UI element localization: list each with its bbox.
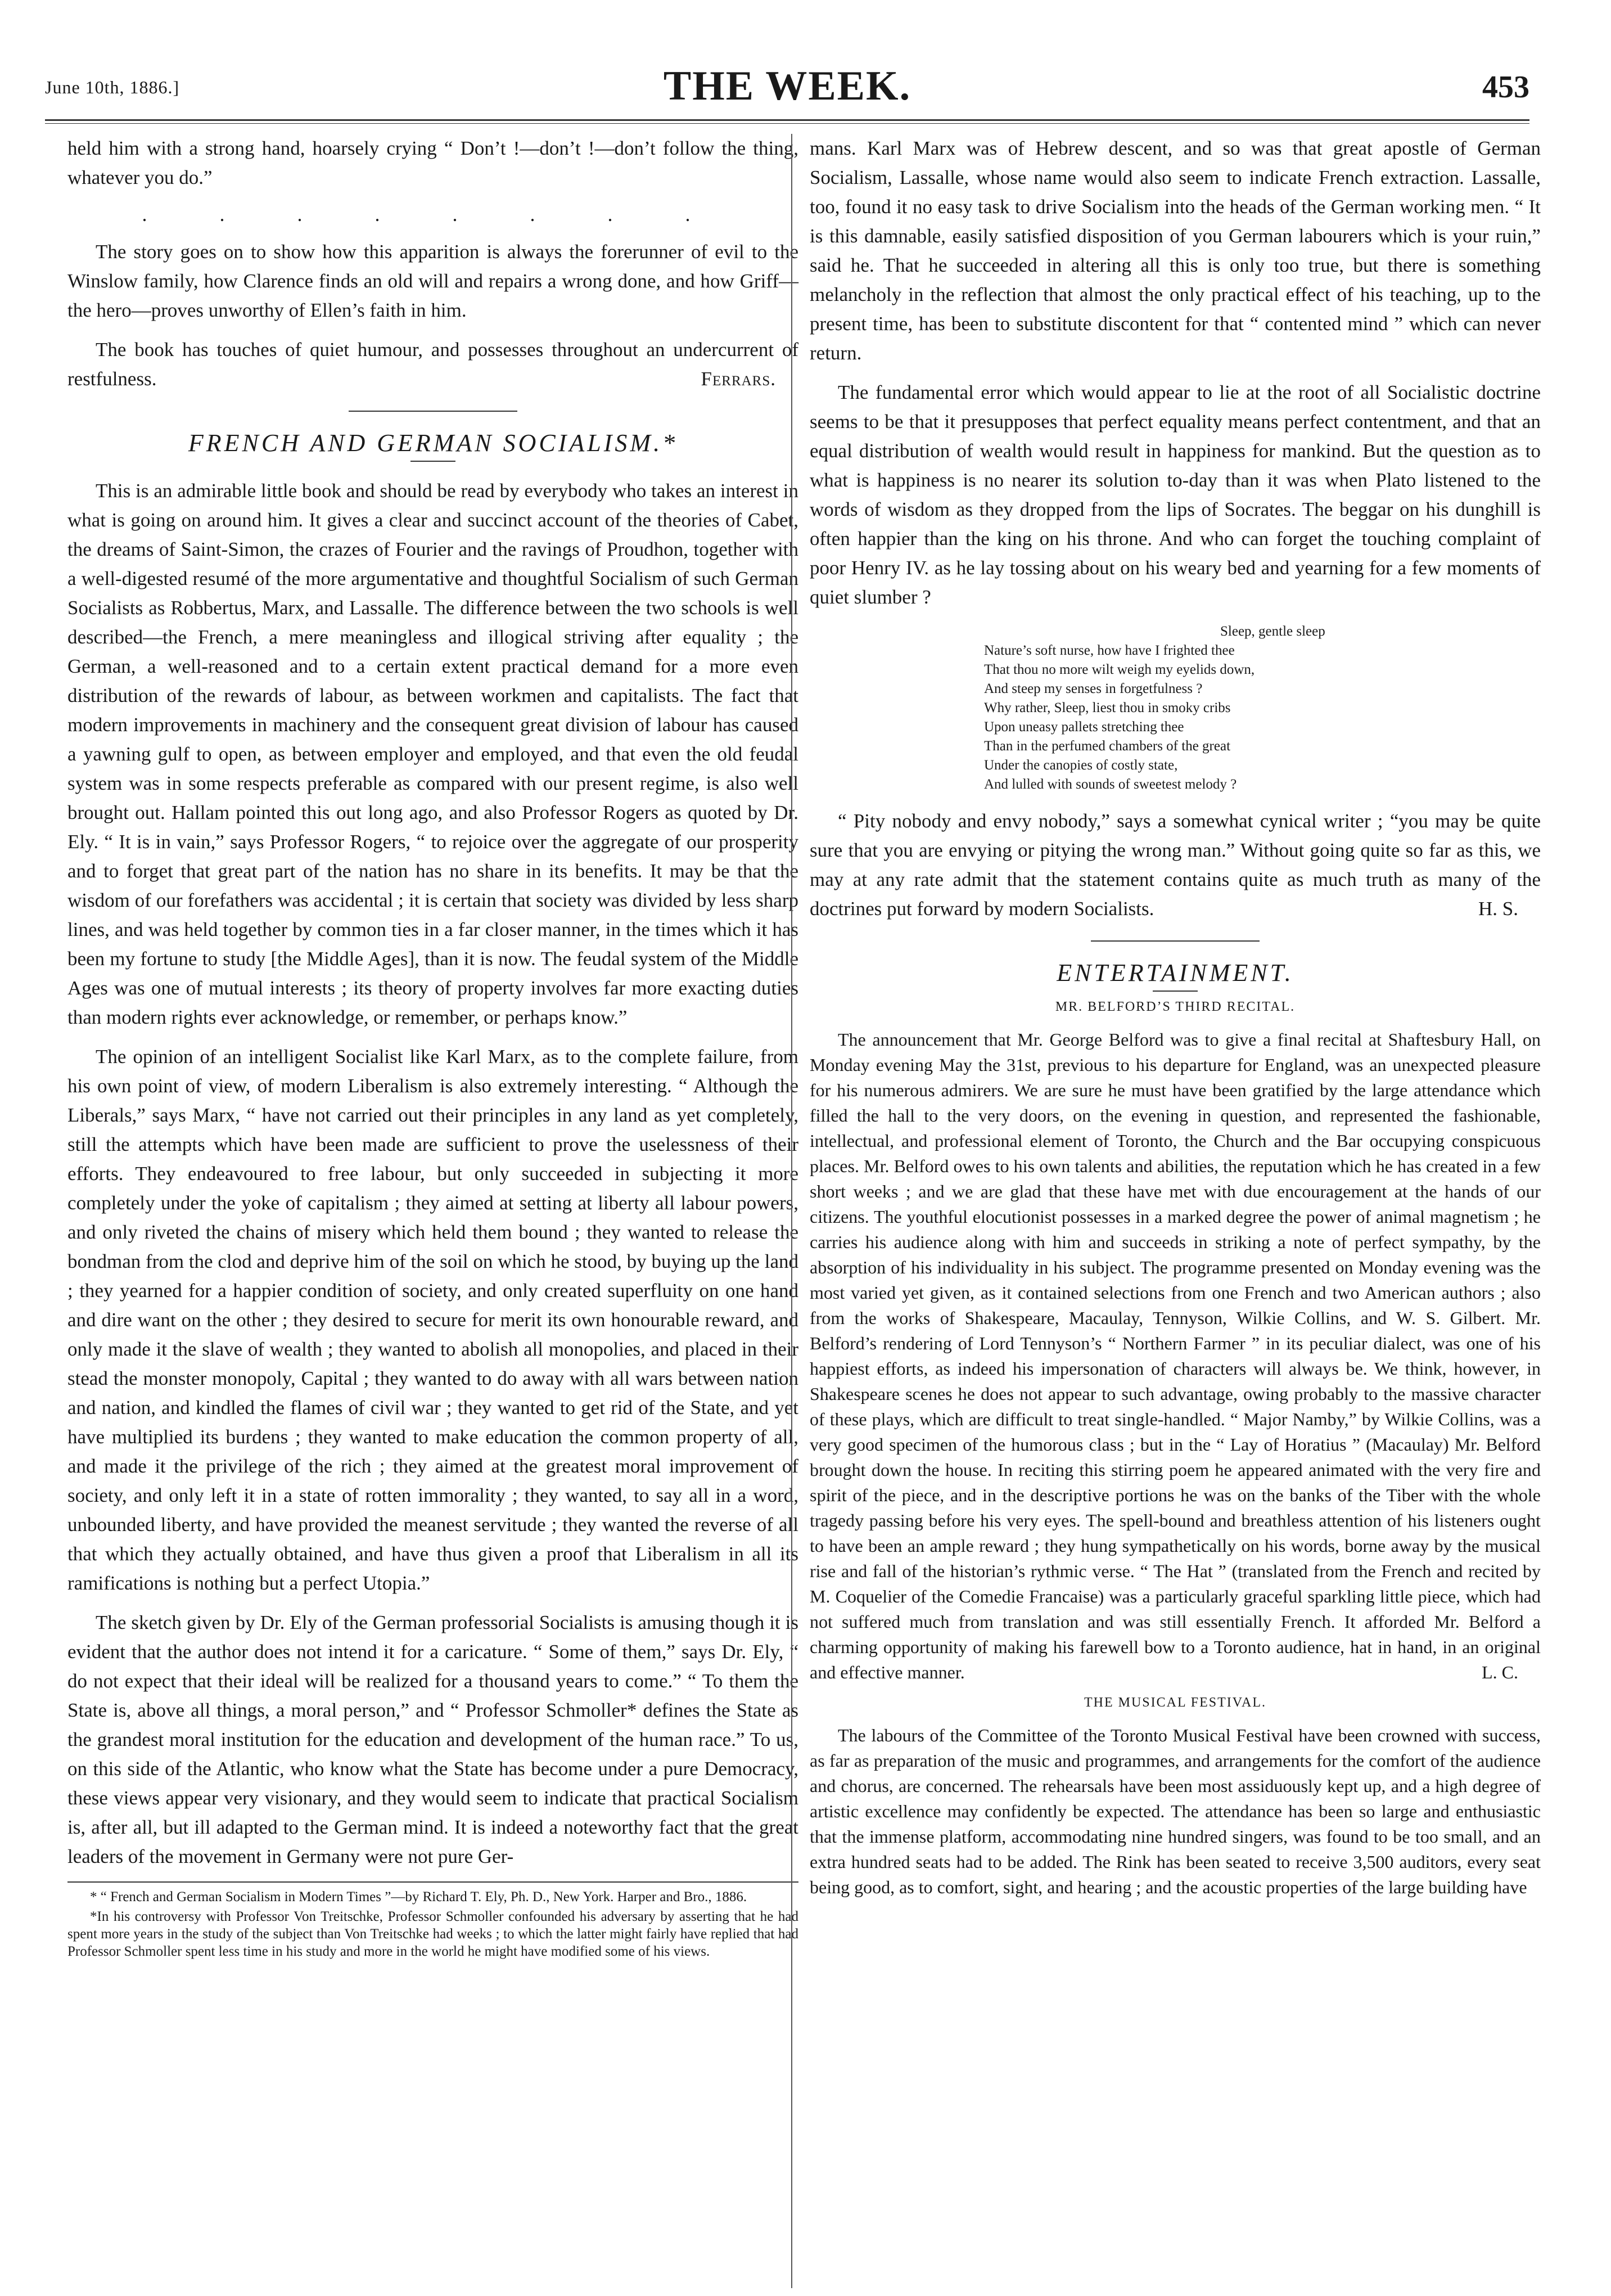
poem-line: Why rather, Sleep, liest thou in smoky cribs [984,700,1231,715]
article-signature: H. S. [1478,898,1518,920]
review-paragraph: The story goes on to show how this apparition is always the forerunner of evil to the Winslow family, how Clarence finds an old will and repairs a wrong done, and how Griff—the hero—proves unworthy of Ellen’s faith in him. [67,241,798,321]
article-signature: L. C. [1482,1662,1518,1682]
section-divider [1091,940,1260,942]
column-separator [791,134,792,2288]
poem-line: That thou no more wilt weigh my eyelids down, [984,662,1255,677]
footnote: * “ French and German Socialism in Modern Times ”—by Richard T. Ely, Ph. D., New York. Harper and Bro., 1886. [90,1889,747,1905]
section-heading-socialism: FRENCH AND GERMAN SOCIALISM.* [188,429,678,457]
publication-title: THE WEEK. [663,63,911,109]
issue-date: June 10th, 1886.] [45,77,180,97]
subheading-festival: THE MUSICAL FESTIVAL. [1084,1695,1266,1710]
masthead [45,59,1529,127]
article-paragraph: The opinion of an intelligent Socialist like Karl Marx, as to the complete failure, from his own point of view, of modern Liberalism is also extremely interesting. “ Although the Liberals,” says Marx, “ have not carried out their principles in any land as yet completely, still the attempts which have been made are sufficient to prove the uselessness of their efforts. They endeavoured to free labour, but only succeeded in subjecting it more completely under the yoke of capitalism ; they aimed at setting at liberty all labour powers, and only riveted the chains of misery which held them bound ; they wanted to release the bondman from the clod and deprive him of the soil on which he stood, by buying up the land ; they yearned for a happier condition of society, and only created superfluity on one hand and dire want on the other ; they desired to secure for merit its own honourable reward, and only made it the slave of wealth ; they wanted to abolish all monopolies, and placed in their stead the monster monopoly, Capital ; they wanted to do away with all wars between nation and nation, and kindled the flames of civil war ; they wanted to get rid of the State, and yet have multiplied its burdens ; they wanted to make education the common property of all, and made it the privilege of the rich ; they aimed at the greatest moral improvement of society, and only left it in a state of rotten immorality ; they wanted, to say all in a word, unbounded liberty, and have provided the meanest servitude ; they wanted the reverse of all that which they actually obtained, and have thus given a proof that Liberalism in all its ramifications is nothing but a perfect Utopia.” [67,1046,798,1594]
review-paragraph: held him with a strong hand, hoarsely crying “ Don’t !—don’t !—don’t follow the thing, whatever you do.” [67,137,798,188]
poem-line: Than in the perfumed chambers of the great [984,739,1231,754]
right-column [810,134,1541,1910]
heading-rule [410,461,455,462]
article-paragraph: The announcement that Mr. George Belford was to give a final recital at Shaftesbury Hall, on Monday evening May the 31st, previous to his departure for England, was an unexpected pleasure for his numerous admirers. We are sure he must have been gratified by the large attendance which filled the hall to the very doors, on the evening in question, and represented the fashionable, intellectual, and professional element of Toronto, the Church and the Bar occupying conspicuous places. Mr. Belford owes to his own talents and abilities, the reputation which he has created in a few short weeks ; and we are glad that these have met with due encouragement at the hands of our citizens. The youthful elocutionist possesses in a marked degree the power of animal magnetism ; he carries his audience along with him and succeeds in striking a note of perfect sympathy, by the absorption of his individuality in his subject. The programme presented on Monday evening was the most varied yet given, as it contained selections from one French and two American authors ; also from the works of Shakespeare, Macaulay, Tennyson, Wilkie Collins, and W. S. Gilbert. Mr. Belford’s rendering of Lord Tennyson’s “ Northern Farmer ” in its peculiar dialect, was one of his happiest efforts, as indeed his impersonation of characters will always be. We think, however, in Shakespeare scenes he does not appear to such advantage, owing probably to the massive character of these plays, which are difficult to treat single-handled. “ Major Namby,” by Wilkie Collins, was a very good specimen of the humorous class ; but in the “ Lay of Horatius ” (Macaulay) Mr. Belford brought down the house. In reciting this stirring poem he appeared animated with the very fire and spirit of the piece, and in the descriptive portions he was on the banks of the Tiber with the whole tragedy passing before his very eyes. The spell-bound and breathless attention of his listeners ought to have been an ample reward ; they hung sympathetically on his words, borne away by the musical rise and fall of the historian’s rythmic verse. “ The Hat ” (translated from the French and recited by M. Coquelier of the Comedie Francaise) was a particularly graceful sparkling little piece, which had not suffered much from translation and was still essentially French. It afforded Mr. Belford a charming opportunity of making his farewell bow to a Toronto audience, hat in hand, in an original and effective manner. L. C. [810,1027,1541,1685]
article-paragraph: mans. Karl Marx was of Hebrew descent, and so was that great apostle of German Socialism, Lassalle, whose name would also seem to indicate French extraction. Lassalle, too, found it no easy task to drive Socialism into the heads of the German working men. “ It is this damnable, easily satisfied disposition of you German labourers which is your ruin,” said he. That he succeeded in altering all this is only too true, but there is something melancholy in the reflection that almost the only practical effect of his teaching, up to the present time, has been to substitute discontent for that “ contented mind ” which can never return. [810,137,1541,364]
subheading-recital: MR. BELFORD’S THIRD RECITAL. [1055,1000,1296,1014]
poem-line: Under the canopies of costly state, [984,758,1178,773]
poem-line: Nature’s soft nurse, how have I frighted thee [984,643,1235,658]
heading-rule [1153,991,1198,992]
footnote: *In his controversy with Professor Von Treitschke, Professor Schmoller confounded his adversary by asserting that he had spent more years in the study of the subject than Von Treitschke had weeks ; to which the latter might fairly have replied that had Professor Schmoller spent less time in his study and more in the world he might have modified some of his views. [67,1909,798,1959]
poem-quote [984,622,1541,794]
footnotes [67,1881,798,1960]
review-signature: Ferrars. [701,368,776,390]
page-number: 453 [1482,70,1529,105]
section-divider [349,411,517,412]
ellipsis-dots: . . . . . . . . [142,203,724,226]
article-paragraph: “ Pity nobody and envy nobody,” says a somewhat cynical writer ; “you may be quite sure that you are envying or pitying the wrong man.” Without going quite so far as this, we may at any rate admit that the statement contains quite as much truth as many of the doctrines put forward by modern Socialists. H. S. [810,807,1541,924]
article-paragraph: The fundamental error which would appear to lie at the root of all Socialistic doctrine seems to be that it presupposes that perfect equality means perfect contentment, and that an equal distribution of wealth would result in happiness for mankind. But the question as to what is happiness is no nearer its solution to-day than it was when Plato listened to the words of wisdom as they dropped from the lips of Socrates. The beggar on his dunghill is often happier than the king on his throne. And who can forget the touching complaint of poor Henry IV. as he lay tossing about on his weary bed and yearning for a few moments of quiet slumber ? [810,381,1541,608]
article-paragraph: The labours of the Committee of the Toronto Musical Festival have been crowned with success, as far as preparation of the music and programmes, and arrangements for the comfort of the audience and chorus, are concerned. The rehearsals have been most assiduously kept up, and a high degree of artistic excellence may confidently be expected. The attendance has been so large and enthusiastic that the immense platform, accommodating nine hundred singers, was found to be too small, and an extra hundred seats had to be added. The Rink has been seated to receive 3,500 auditors, every seat being good, as to comfort, sight, and hearing ; and the acoustic properties of the large building have [810,1725,1541,1897]
poem-line: And steep my senses in forgetfulness ? [984,681,1203,696]
poem-line: Sleep, gentle sleep [1220,624,1325,639]
left-column [67,134,798,1962]
poem-line: Upon uneasy pallets stretching thee [984,719,1184,735]
section-heading-entertainment: ENTERTAINMENT. [1057,959,1294,987]
article-paragraph: The sketch given by Dr. Ely of the German professorial Socialists is amusing though it is evident that the author does not intend it for a caricature. “ Some of them,” says Dr. Ely, “ do not expect that their ideal will be realized for a thousand years to come.” “ To them the State is, above all things, a moral person,” and “ Professor Schmoller* defines the State as the grandest moral institution for the education and development of the human race.” To us, on this side of the Atlantic, who know what the State has become under a pure Democracy, these views appear very visionary, and they would seem to indicate that practical Socialism is, after all, but ill adapted to the German mind. It is indeed a noteworthy fact that the great leaders of the movement in Germany were not pure Ger- [67,1611,798,1867]
masthead-rule [45,119,1529,124]
article-paragraph: This is an admirable little book and should be read by everybody who takes an interest in what is going on around him. It gives a clear and succinct account of the theories of Cabet, the dreams of Saint-Simon, the crazes of Fourier and the ravings of Proudhon, together with a well-digested resumé of the more argumentative and thoughtful Socialism of such German Socialists as Robbertus, Marx, and Lassalle. The difference between the two schools is well described—the French, a mere meaningless and illogical striving after equality ; the German, a well-reasoned and to a certain extent practical demand for a more even distribution of the rewards of labour, as between workmen and capitalists. The fact that modern improvements in machinery and the consequent great division of labour has caused a yawning gulf to open, as between employer and employed, and that even the old feudal system was in some respects preferable as compared with our present regime, is also well brought out. Hallam pointed this out long ago, and also Professor Rogers as quoted by Dr. Ely. “ It is in vain,” says Professor Rogers, “ to rejoice over the aggregate of our prosperity and to forget that great part of the nation has no share in its benefits. It may be that the wisdom of our forefathers was accidental ; it is certain that society was divided by less sharp lines, and was held together by common ties in a far closer manner, in the times which it has been my fortune to study [the Middle Ages], than it is now. The feudal system of the Middle Ages was one of mutual interests ; its theory of property involves far more exacting duties than modern rights ever acknowledge, or remember, or perhaps know.” [67,480,798,1028]
review-paragraph: The book has touches of quiet humour, and possesses throughout an undercurrent of restfulness. Ferrars. [67,335,798,394]
poem-line: And lulled with sounds of sweetest melody ? [984,777,1237,792]
